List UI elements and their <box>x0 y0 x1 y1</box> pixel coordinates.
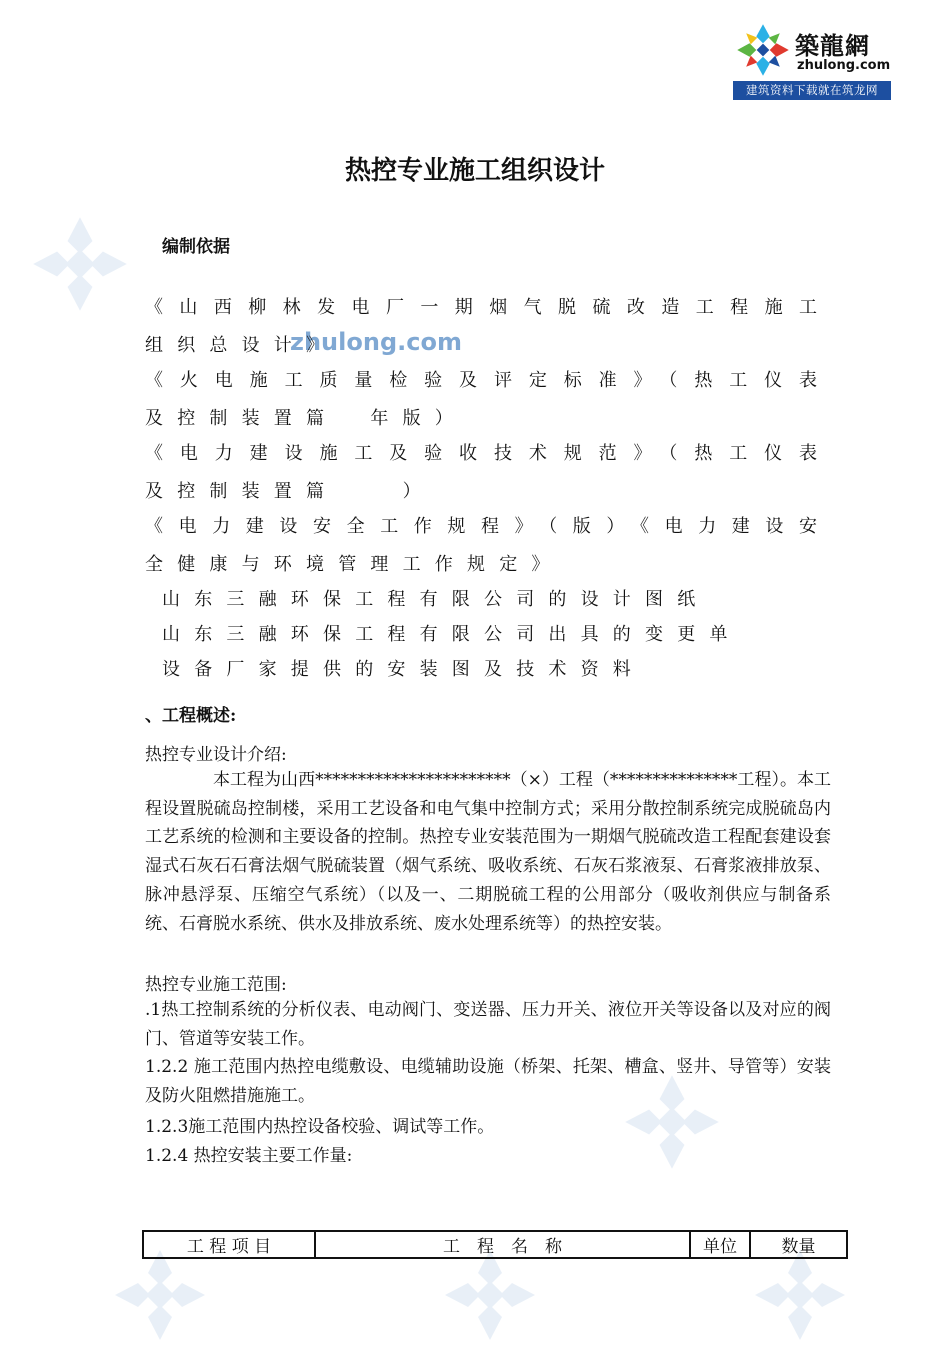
watermark-logo-icon <box>28 212 132 316</box>
scope-item: 1.2.3施工范围内热控设备校验、调试等工作。 <box>145 1117 495 1137</box>
scope-item: 1.2.4 热控安装主要工作量: <box>145 1146 353 1166</box>
logo-slogan: 建筑资料下载就在筑龙网 <box>733 81 891 100</box>
logo-header <box>733 20 891 80</box>
table-header-cell: 单位 <box>690 1231 750 1258</box>
watermark-logo-icon <box>110 1245 210 1345</box>
snowflake-logo-icon <box>735 22 791 78</box>
basis-line: 山东三融环保工程有限公司出具的变更单 <box>162 624 742 645</box>
logo-name: 築龍網 <box>795 32 870 60</box>
scope-label: 热控专业施工范围: <box>145 975 287 995</box>
basis-line: 山东三融环保工程有限公司的设计图纸 <box>162 589 710 610</box>
zhulong-logo <box>733 20 891 100</box>
basis-line: 及控制装置篇 ） <box>145 481 435 502</box>
design-intro-label: 热控专业设计介绍: <box>145 745 287 765</box>
logo-url: zhulong.com <box>797 58 891 73</box>
section-heading-basis: 编制依据 <box>162 237 230 257</box>
basis-line: 《电力建设施工及验收技术规范》（热工仪表 <box>145 443 817 464</box>
scope-item: 1.2.2 施工范围内热控电缆敷设、电缆辅助设施（桥架、托架、槽盒、竖井、导管等）安装及防火阻燃措施施工。 <box>145 1057 831 1106</box>
basis-line: 全健康与环境管理工作规定》 <box>145 554 564 575</box>
design-intro-paragraph <box>145 766 831 938</box>
watermark-text: zhulong.com <box>290 328 462 356</box>
watermark-logo-icon <box>750 1245 850 1345</box>
document-title: 热控专业施工组织设计 <box>344 156 605 186</box>
table-header-cell: 工 程 名 称 <box>315 1231 690 1258</box>
basis-line: 组织总设计》 <box>145 335 339 356</box>
basis-line: 及控制装置篇 年版） <box>145 408 467 429</box>
table-header-row <box>143 1231 847 1258</box>
basis-line: 《电力建设安全工作规程》（版）《电力建设安 <box>145 516 817 537</box>
workload-table <box>142 1230 848 1259</box>
table-header-cell: 数量 <box>750 1231 847 1258</box>
design-intro-text: 本工程为山西***********************（×）工程（***************工程）。本工程设置脱硫岛控制楼，采用工艺设备和电气集中控制方式；采用分散控制系统完成脱硫岛内工艺系统的检测和主要设备的控制。热控专业安装范围为一期烟气脱硫改造工程配套建设套湿式石灰石石膏法烟气脱硫装置（烟气系统、吸收系统、石灰石浆液泵、石膏浆液排放泵、脉冲悬浮泵、压缩空气系统）（以及一、二期脱硫工程的公用部分（吸收剂供应与制备系统、石膏脱水系统、供水及排放系统、废水处理系统等）的热控安装。 <box>145 770 831 934</box>
scope-item: .1热工控制系统的分析仪表、电动阀门、变送器、压力开关、液位开关等设备以及对应的阀门、管道等安装工作。 <box>145 1000 831 1049</box>
basis-line: 设备厂家提供的安装图及技术资料 <box>162 659 645 680</box>
section-heading-overview: 、工程概述: <box>145 706 237 726</box>
basis-line: 《山西柳林发电厂一期烟气脱硫改造工程施工 <box>145 297 817 318</box>
basis-line: 《火电施工质量检验及评定标准》（热工仪表 <box>145 370 817 391</box>
table-header-cell: 工 程 项 目 <box>143 1231 315 1258</box>
watermark-logo-icon <box>440 1245 540 1345</box>
